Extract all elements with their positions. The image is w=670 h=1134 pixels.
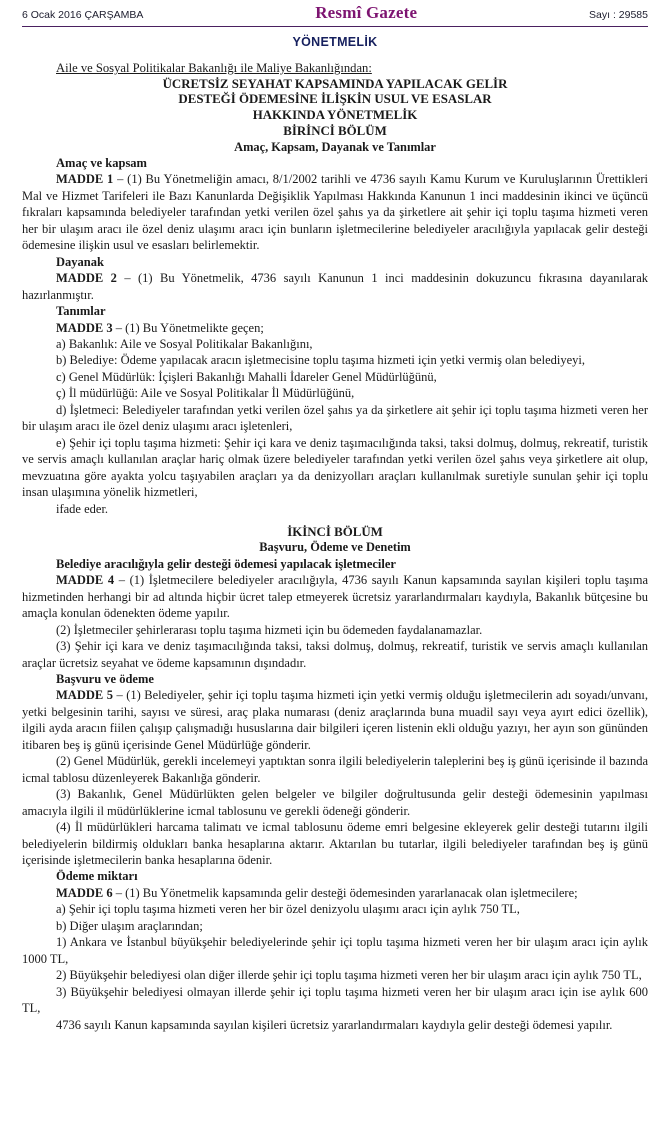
definition-item: d) İşletmeci: Belediyeler tarafından yetki verilen özel şahıs ya da şirketlere ait şehir içi toplu taşıma hizmeti veren her bir ulaşım aracı ile özel deniz ulaşımı aracı işletenleri, — [22, 402, 648, 434]
madde-6-item-b-2: 2) Büyükşehir belediyesi olan diğer illerde şehir içi toplu taşıma hizmeti veren her bir ulaşım aracı için aylık 750 TL, — [56, 968, 642, 983]
madde-4-paragraph-2: (2) İşletmeciler şehirlerarası toplu taşıma hizmeti için bu ödemeden faydalanamazlar. — [56, 622, 483, 637]
heading-dayanak: Dayanak — [56, 254, 104, 269]
definition-item: e) Şehir içi toplu taşıma hizmeti: Şehir içi kara ve deniz taşımacılığında taksi, taksi dolmuş, dolmuş, rekreatif, turistik ve servis amaçlı kullanılan araçlar hariç olmak üzere belediyeler tarafından yetki verilen özel şahıs veya şirketlere ait olup, mevzuatına göre ayakta yolcu taşıyabilen araçları ya da denizyolları araçları kullanılmak suretiyle sunulan şehir içi toplu insan ulaşımına yönelik hizmetleri, — [22, 435, 648, 500]
madde-6-text-1: – (1) Bu Yönetmelik kapsamında gelir desteği ödemesinden yararlanacak olan işletmecilere; — [112, 885, 578, 900]
definition-item: b) Belediye: Ödeme yapılacak aracın işletmecisine toplu taşıma hizmeti için yetki vermiş olan belediyeyi, — [56, 353, 585, 368]
madde-5-text-1: – (1) Belediyeler, şehir içi toplu taşıma hizmeti için yetki vermiş olduğu işletmecilerin adı soyadı/unvanı, yetki belgesinin tarihi, sayısı ve süresi, araç plaka numarası (deniz araçlarında buna muadil sayı veya ayırt edici özellik), ilgili ayda aracın fiilen çalışıp çalışmadığı hususlarına dair bilgileri içeren listenin ekli olduğu yazıyı, her ayın son gününden itibaren beş iş günü içerisinde Genel Müdürlüğe gönderir. — [22, 688, 649, 752]
madde-2-label: MADDE 2 — [56, 271, 117, 286]
masthead-issue-number: Sayı : 29585 — [589, 9, 648, 21]
madde-1-label: MADDE 1 — [56, 172, 114, 187]
madde-6-item-b-1: 1) Ankara ve İstanbul büyükşehir belediyelerinde şehir içi toplu taşıma hizmeti veren her bir ulaşım aracı için aylık 1000 TL, — [22, 935, 648, 966]
issuing-authority: Aile ve Sosyal Politikalar Bakanlığı ile Maliye Bakanlığından: — [56, 61, 372, 75]
definition-item: c) Genel Müdürlük: İçişleri Bakanlığı Mahalli İdareler Genel Müdürlüğünü, — [56, 369, 437, 384]
madde-5-paragraph-4: (4) İl müdürlükleri harcama talimatı ve icmal tablosunu ödeme emri belgesine ekleyerek gelir desteği tutarını ilgili belediyelerin bildirmiş oldukları banka hesaplarına aktarır. Aktarılan bu tutarlar, ilgili belediyeler tarafından beş iş günü içerisinde işletmecilerin banka hesaplarına ödenir. — [22, 820, 648, 867]
document-kind-heading: YÖNETMELİK — [292, 35, 378, 49]
chapter-one-label: BİRİNCİ BÖLÜM — [283, 124, 387, 139]
madde-6-label: MADDE 6 — [56, 885, 113, 900]
madde-6-closing: 4736 sayılı Kanun kapsamında sayılan kişileri ücretsiz yararlandırmaları kaydıyla gelir desteği ödemesi yapılır. — [56, 1017, 613, 1032]
chapter-two-subtitle: Başvuru, Ödeme ve Denetim — [259, 540, 411, 555]
definition-item: a) Bakanlık: Aile ve Sosyal Politikalar Bakanlığını, — [56, 337, 313, 352]
heading-odeme-miktari: Ödeme miktarı — [56, 869, 138, 884]
madde-5-paragraph-1 — [22, 687, 648, 753]
madde-5-label: MADDE 5 — [56, 688, 113, 703]
regulation-title — [22, 77, 648, 123]
madde-3-paragraph — [22, 320, 648, 336]
chapter-one-subtitle: Amaç, Kapsam, Dayanak ve Tanımlar — [234, 139, 436, 154]
madde-5-paragraph-2: (2) Genel Müdürlük, gerekli incelemeyi yaptıktan sonra ilgili belediyelerin taleplerini beş iş günü içerisinde il bazında icmal tablosu düzenleyerek Bakanlığa gönderir. — [22, 754, 648, 785]
heading-tanimlar: Tanımlar — [56, 304, 106, 319]
madde-6-paragraph-1 — [22, 885, 648, 901]
madde-4-paragraph-1 — [22, 572, 648, 621]
regulation-title-line-1: ÜCRETSİZ SEYAHAT KAPSAMINDA YAPILACAK GELİR — [162, 77, 508, 91]
madde-1-text: – (1) Bu Yönetmeliğin amacı, 8/1/2002 tarihli ve 4736 sayılı Kamu Kurum ve Kuruluşlarının Ürettikleri Mal ve Hizmet Tarifeleri ile Bazı Kanunlarda Değişiklik Yapılması Hakkında Kanunun 1 inci maddesinin ikinci ve üçüncü fıkraları kapsamında belediyeler tarafından yetki verilen özel şahıs ya da şirketlere ait şehir içi toplu taşıma hizmeti veren her bir ulaşım aracı ile özel deniz ulaşımı aracı için bunların işletmecilerine belediyeler aracılığıyla yapılacak gelir desteği ödemesine ilişkin usul ve esasları belirlemektir. — [22, 172, 648, 253]
madde-5-paragraph-3: (3) Bakanlık, Genel Müdürlükten gelen belgeler ve bilgiler doğrultusunda gelir desteği ödemesinin yapılması amacıyla ilgili il müdürlüklerine icmal tablosunu ve gerekli ödeneği gönderir. — [22, 787, 648, 818]
heading-amac-ve-kapsam: Amaç ve kapsam — [56, 156, 147, 171]
chapter-spacer — [22, 517, 648, 524]
heading-madde-4: Belediye aracılığıyla gelir desteği ödemesi yapılacak işletmeciler — [56, 556, 396, 571]
madde-6-item-b-3: 3) Büyükşehir belediyesi olmayan illerde şehir içi toplu taşıma hizmeti veren her bir ulaşım aracı için ise aylık 600 TL, — [22, 984, 648, 1016]
madde-1-paragraph — [22, 171, 648, 253]
madde-6-item-b: b) Diğer ulaşım araçlarından; — [56, 918, 203, 933]
madde-2-paragraph — [22, 270, 648, 303]
masthead-title: Resmî Gazete — [315, 3, 418, 22]
madde-4-paragraph-3: (3) Şehir içi kara ve deniz taşımacılığında taksi, taksi dolmuş, dolmuş, rekreatif, turistik ve servis amaçlı kullanılan araçlar ücretsiz seyahat ve ödeme kapsamının dışındadır. — [22, 639, 648, 670]
masthead-date: 6 Ocak 2016 ÇARŞAMBA — [22, 9, 144, 21]
chapter-two-label: İKİNCİ BÖLÜM — [287, 525, 383, 539]
regulation-title-line-2: DESTEĞİ ÖDEMESİNE İLİŞKİN USUL VE ESASLAR — [178, 92, 492, 107]
masthead — [22, 0, 648, 25]
madde-4-label: MADDE 4 — [56, 573, 115, 588]
heading-basvuru-ve-odeme: Başvuru ve ödeme — [56, 671, 154, 686]
madde-6-item-a: a) Şehir içi toplu taşıma hizmeti veren her bir özel denizyolu ulaşımı aracı için aylık 750 TL, — [56, 902, 520, 917]
madde-3-text: – (1) Bu Yönetmelikte geçen; — [112, 320, 264, 335]
regulation-title-line-3: HAKKINDA YÖNETMELİK — [252, 107, 418, 122]
madde-2-text: – (1) Bu Yönetmelik, 4736 sayılı Kanunun 1 inci maddesinin dokuzuncu fıkrasına dayanılarak hazırlanmıştır. — [22, 271, 649, 302]
madde-3-label: MADDE 3 — [56, 320, 113, 335]
masthead-divider — [22, 26, 648, 27]
madde-4-text-1: – (1) İşletmecilere belediyeler aracılığıyla, 4736 sayılı Kanun kapsamında sayılan kişileri toplu taşıma hizmetinden herhangi bir ad altında hiçbir ücret talep etmeyerek ücretsiz yararlandırmaları kaydıyla, Bakanlık bütçesine bu amaçla konulan ödenekten ödeme yapılır. — [22, 573, 648, 621]
definition-item: ç) İl müdürlüğü: Aile ve Sosyal Politikalar İl Müdürlüğünü, — [56, 386, 355, 401]
definitions-closing: ifade eder. — [56, 501, 109, 516]
